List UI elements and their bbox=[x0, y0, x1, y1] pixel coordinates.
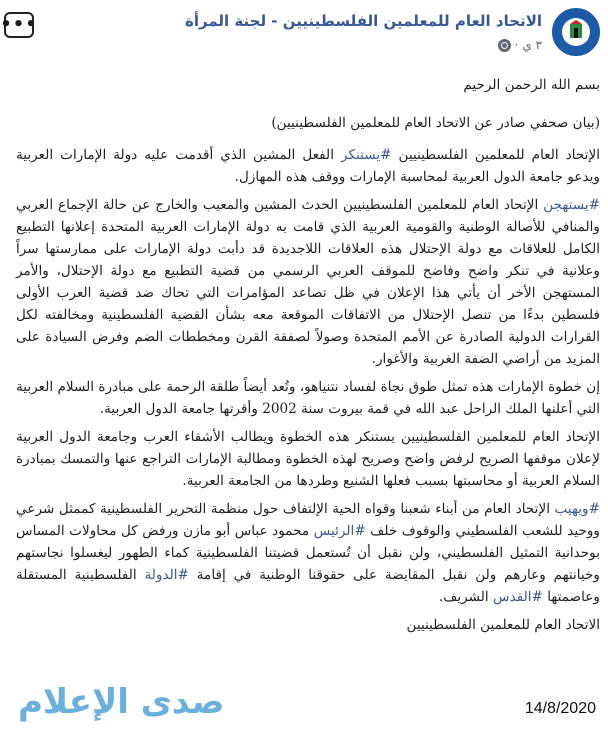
hashtag-link[interactable]: #يستنكر bbox=[340, 147, 392, 163]
hashtag-link[interactable]: #القدس bbox=[493, 589, 543, 605]
signoff: الاتحاد العام للمعلمين الفلسطينيين bbox=[406, 617, 600, 633]
union-logo-icon bbox=[554, 10, 598, 54]
page-name-link[interactable]: الاتحاد العام للمعلمين الفلسطينيين - لجنة المرأة bbox=[185, 12, 542, 30]
paragraph-text: الإتحاد العام للمعلمين الفلسطينيين الحدث المشين والمعيب والخارج عن حالة الإجماع العربي والمنافي للأصالة الوطنية والقومية العربية الذي قامت به دولة الإمارات العربية المتحدة إعلانها التطبيع الكامل للعلاقات مع دولة الإحتلال هذه العلاقات اللاجديدة قد دأبت دولة الإمارات على ممارستها سراً وعلانية في تنكر واضح وفاضح للموقف العربي الرسمي من قضية التطبيع مع دولة الإحتلال، والأمر المستهجن الأخر أن يأتي هذا الإعلان في ظل تصاعد المؤامرات التي تحاك ضد قضية العرب الأولى فلسطين بدءًا من تنصل الإحتلال من الاتفاقات الموقعة معه بشأن القضية الفلسطينية ومخالفته لكل القرارات الدولية الصادرة عن الأمم المتحدة وصولاً لصفقة القرن ومخططات الضم وفرض السيادة على المزيد من أراضي الضفة الغربية والأغوار. bbox=[16, 197, 600, 367]
hashtag-link[interactable]: #الرئيس bbox=[313, 523, 366, 539]
page-avatar[interactable] bbox=[552, 8, 600, 56]
paragraph-text: محمود عباس أبو مازن ورفض كل محاولات المساس بوحدانية التمثيل الفلسطيني، ولن نقبل أن تُستعمل قضيتنا الفلسطينية كماء الطهور ليغسلوا نجاستهم وخيانتهم وعارهم ولن نقبل المقايضة على حقوقنا الوطنية في إقامة bbox=[16, 523, 600, 583]
paragraph-4: الإتحاد العام للمعلمين الفلسطينيين يستنكر هذه الخطوة ويطالب الأشقاء العرب وجامعة الدول العربية لإعلان موقفها الصريح لرفض واضح وصريح لهذه الخطوة ومطالبة الإمارات التراجع عنها والتمسك بمبادرة السلام العربية أو محاسبتها بسبب فعلها الشنيع وطردها من الجامعة العربية. bbox=[16, 429, 600, 489]
paragraph-3: إن خطوة الإمارات هذه تمثل طوق نجاة لفساد نتنياهو، وتُعد أيضاً طلقة الرحمة على مبادرة السلام العربية التي أعلنها الملك الراحل عبد الله في قمة بيروت سنة 2002 وأقرتها جامعة الدول العربية. bbox=[16, 379, 600, 417]
paragraph-2 bbox=[16, 194, 600, 370]
paragraph-5 bbox=[16, 498, 600, 608]
watermark-logo: صدى الإعلام bbox=[18, 682, 225, 722]
post-time[interactable]: ٣ ي bbox=[522, 38, 542, 52]
hashtag-link[interactable]: #يستهجن bbox=[543, 197, 600, 213]
hashtag-link[interactable]: #ويهيب bbox=[554, 501, 600, 517]
paragraph-text: الفلسطينية المستقلة وعاصمتها bbox=[16, 567, 600, 605]
post-header bbox=[0, 0, 608, 66]
paragraph-text: الإتحاد العام للمعلمين الفلسطينيين bbox=[391, 147, 600, 163]
paragraph-text: الفعل المشين الذي أقدمت عليه دولة الإمارات العربية ويدعو جامعة الدول العربية لمحاسبة الإمارات ووقف هذه المهازل. bbox=[16, 147, 600, 185]
more-options-button[interactable]: ••• bbox=[4, 12, 34, 38]
hashtag-link[interactable]: #الدولة bbox=[144, 567, 189, 583]
globe-icon bbox=[498, 39, 511, 52]
basmala: بسم الله الرحمن الرحيم bbox=[463, 77, 600, 93]
post-meta bbox=[498, 38, 543, 52]
statement-date: 14/8/2020 bbox=[524, 700, 596, 717]
separator-dot: · bbox=[514, 38, 519, 52]
paragraph-text: الشريف. bbox=[438, 589, 494, 605]
paragraph-1 bbox=[16, 144, 600, 188]
paragraph-text: الإتحاد العام من أبناء شعبنا وقواه الحية الإلتفاف حول منظمة التحرير الفلسطينية كممثل شرعي ووحيد للشعب الفلسطيني والوقوف خلف bbox=[16, 501, 600, 539]
post-body bbox=[16, 66, 600, 642]
statement-title: (بيان صحفي صادر عن الاتحاد العام للمعلمين الفلسطينيين) bbox=[271, 115, 600, 131]
